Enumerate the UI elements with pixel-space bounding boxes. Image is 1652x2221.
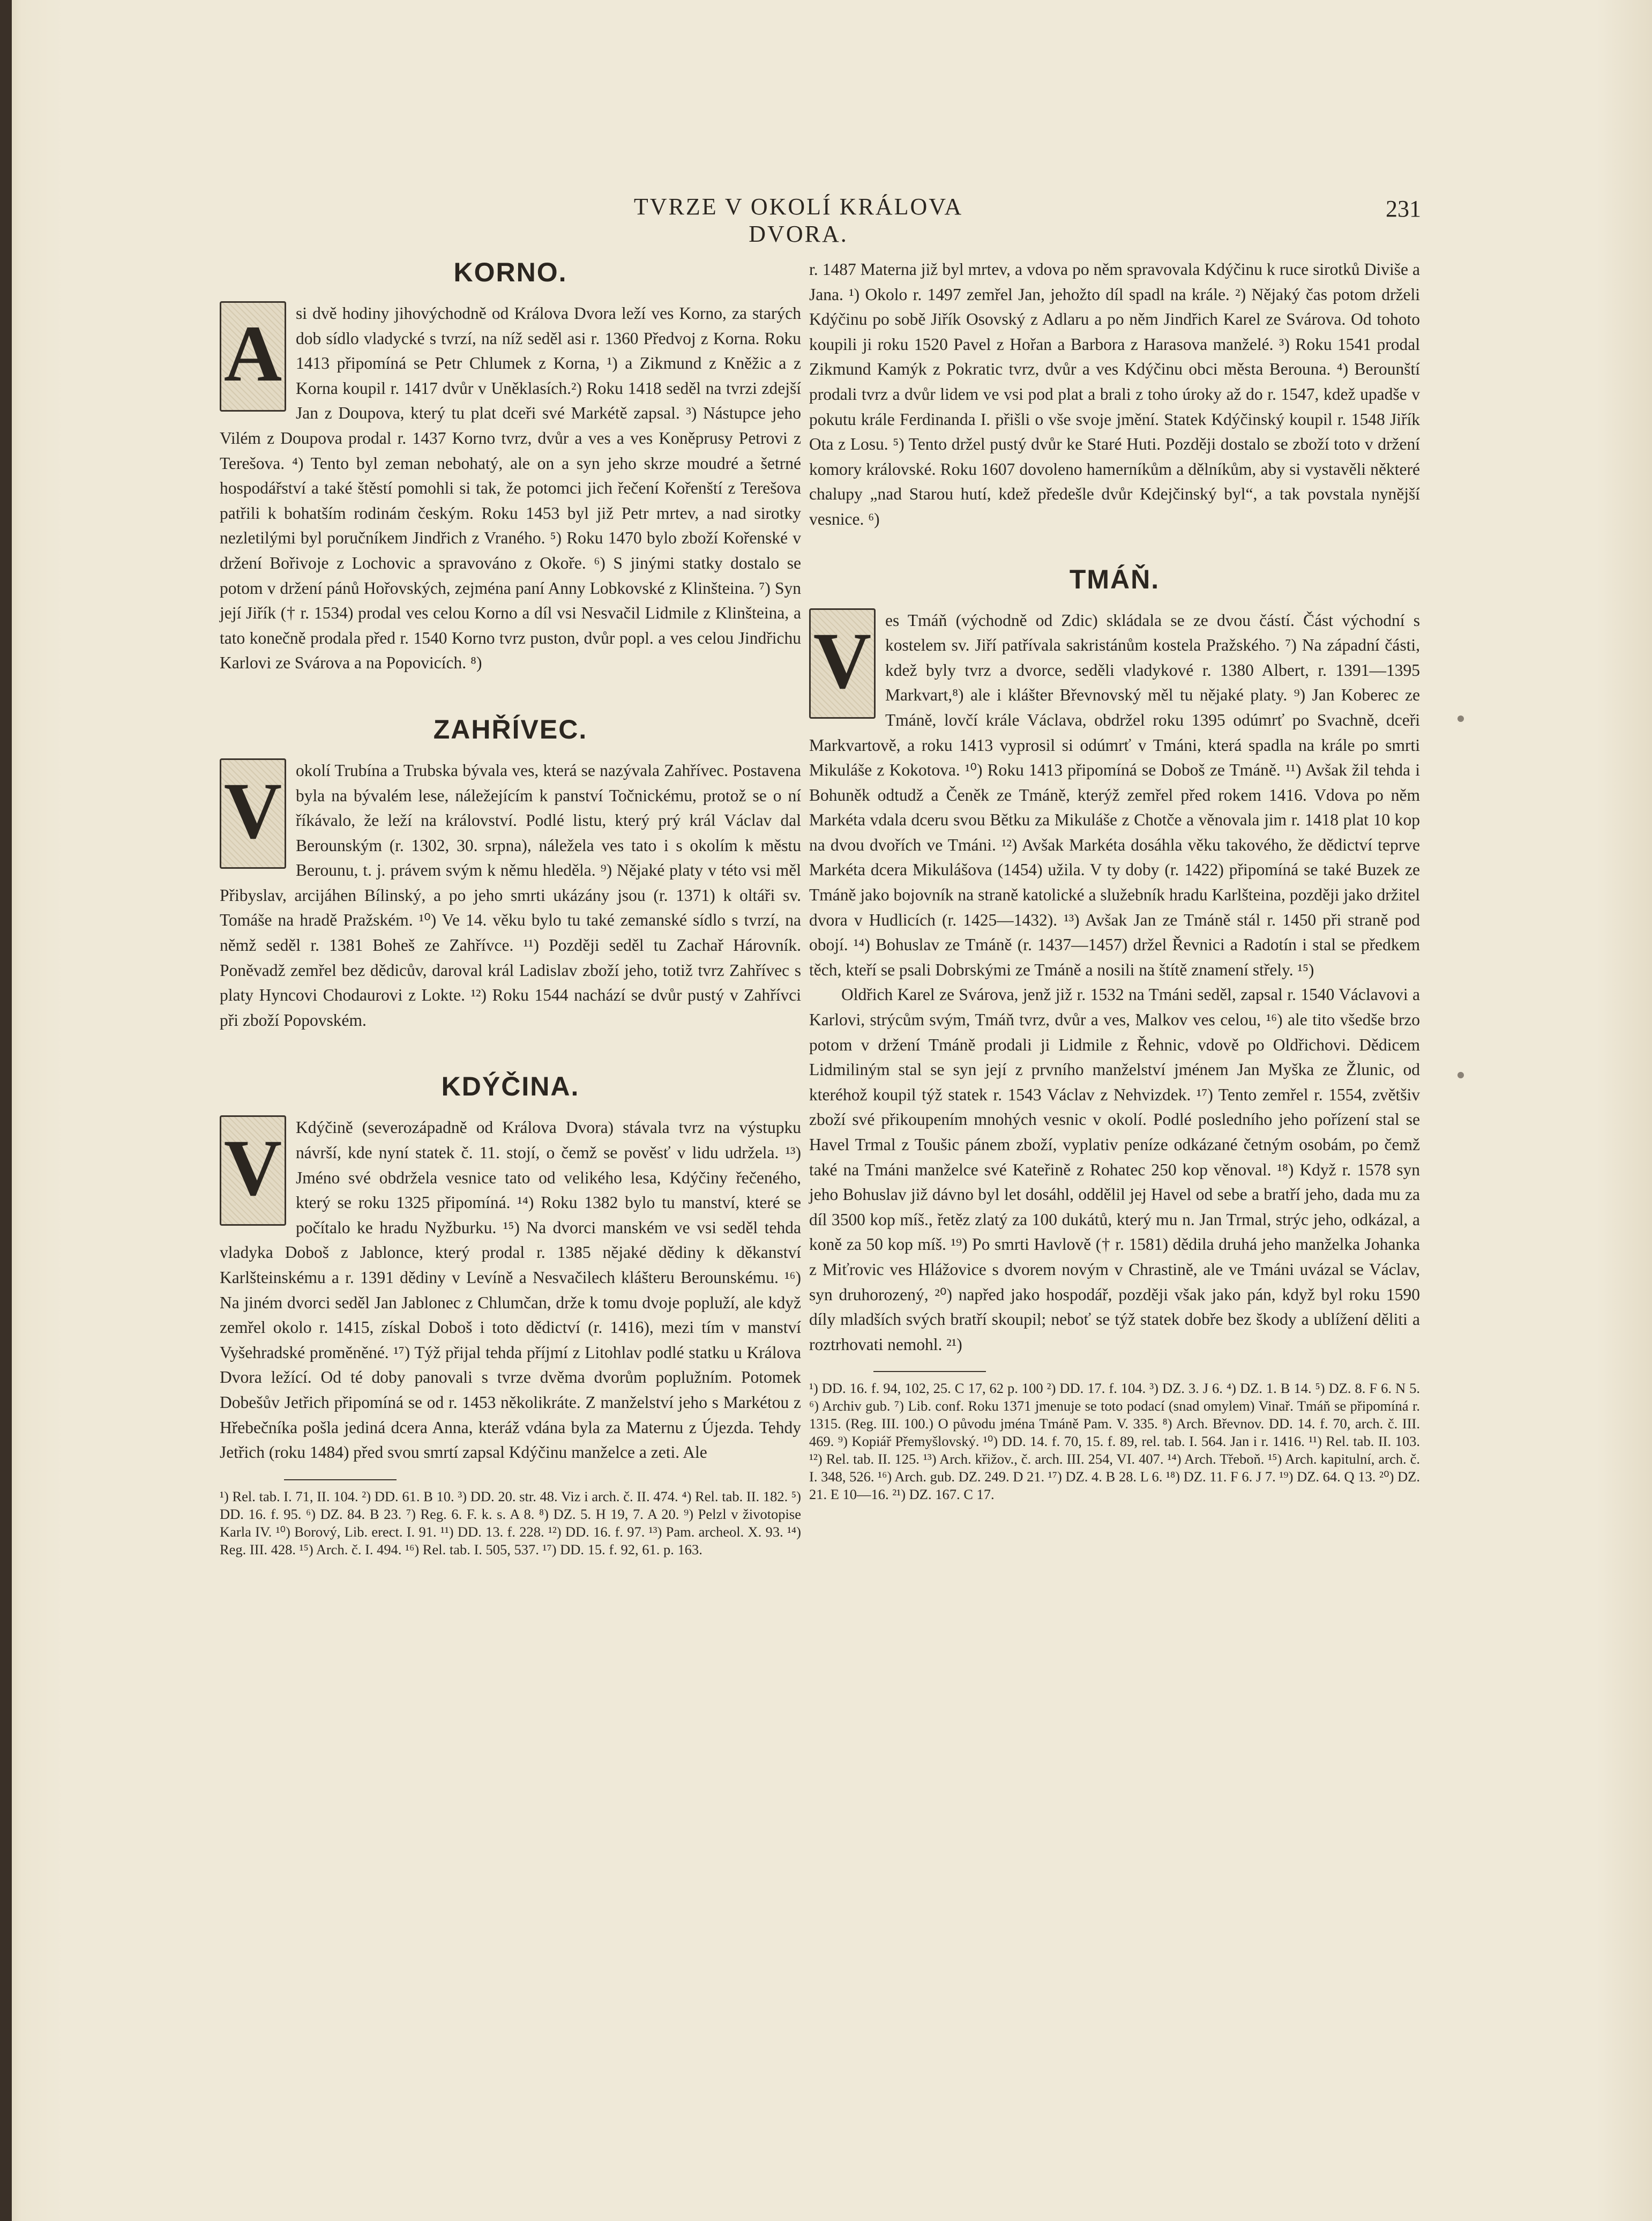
page-number: 231 <box>1386 196 1421 222</box>
korno-text: si dvě hodiny jihovýchodně od Králova Dvora leží ves Korno, za starých dob sídlo vladycké s tvrzí, na níž seděl asi r. 1360 Předvoj z Korna. Roku 1413 připomíná se Petr Chlumek z Korna, ¹) a Zikmund z Kněžic a z Korna koupil r. 1417 dvůr v Uněklasích.²) Roku 1418 seděl na tvrzi zdejší Jan z Doupova, který tu plat dceři své Markétě zapsal. ³) Nástupce jeho Vilém z Doupova prodal r. 1437 Korno tvrz, dvůr a ves a ves Koněprusy Petrovi z Terešova. ⁴) Tento byl zeman nebohatý, ale on a syn jeho skrze moudré a šetrné hospodářství a také štěstí pomohli si tak, že potomci jich řečení Kořenští z Terešova patřili k bohatším rodinám českým. Roku 1453 byl již Petr mrtev, a nad sirotky nezletilými byl poručníkem Jindřich z Vraného. ⁵) Roku 1470 bylo zboží Kořenské v držení Bořivoje z Lochovic a spravováno z Okoře. ⁶) S jinými statky dostalo se potom v držení pánů Hořovských, zejména paní Anny Lobkovské z Klinšteina. ⁷) Syn její Jiřík († r. 1534) prodal ves celou Korno a díl vsi Nesvačil Lidmile z Klinšteina, a tato konečně prodala před r. 1540 Korno tvrz puston, dvůr popl. a ves celou Jindřichu Karlovi ze Svárova a na Popovicích. ⁸) <box>220 304 801 673</box>
section-zahrivec <box>220 714 801 1033</box>
zahrivec-text: okolí Trubína a Trubska bývala ves, která se nazývala Zahřívec. Postavena byla na bývalém lese, náležejícím k panství Točnickému, protož se o ní říkávalo, že leží na království. Podlé listu, který prý král Václav dal Berounským (r. 1302, 30. srpna), náležela ves tato i s okolím k městu Berounu, t. j. právem svým k němu hleděla. ⁹) Nějaké platy v této vsi měl Přibyslav, arcijáhen Bílinský, a po jeho smrti ukázány jsou (r. 1371) k oltáři sv. Tomáše na hradě Pražském. ¹⁰) Ve 14. věku bylo tu také zemanské sídlo s tvrzí, na němž seděl r. 1381 Boheš ze Zahřívce. ¹¹) Později seděl tu Zachař Hárovník. Poněvadž zemřel bez dědicův, daroval král Ladislav zboží jeho, totiž tvrz Zahřívec s platy Hyncovi Chodaurovi z Lokte. ¹²) Roku 1544 nachází se dvůr pustý v Zahřívci při zboží Popovském. <box>220 761 801 1030</box>
page-speck <box>1457 716 1464 722</box>
page-binding-edge <box>0 0 12 2221</box>
dropcap-v: V <box>220 758 286 869</box>
heading-kdycina: KDÝČINA. <box>441 1071 580 1102</box>
heading-tman: TMÁŇ. <box>1069 564 1160 594</box>
section-tman <box>809 564 1420 1358</box>
dropcap-a: A <box>220 301 286 412</box>
heading-zahrivec: ZAHŘÍVEC. <box>433 714 588 744</box>
dropcap-v: V <box>220 1115 286 1226</box>
section-kdycina <box>220 1071 801 1465</box>
tman-text-2: Oldřich Karel ze Svárova, jenž již r. 1532 na Tmáni seděl, zapsal r. 1540 Václavovi a Karlovi, strýcům svým, Tmáň tvrz, dvůr a ves, Malkov ves celou, ¹⁶) ale tito všedše brzo potom v držení Tmáně prodali ji Lidmile z Řehnic, vdově po Oldřichovi. Dědicem Lidmiliným stal se syn její z prvního manželství jménem Jan Myška ze Žlunic, od kteréhož koupil týž statek r. 1543 Václav z Nehvizdek. ¹⁷) Tento zemřel r. 1554, zvětšiv zboží své přikoupením mnohých vesnic v okolí. Podlé posledního jeho pořízení stal se Havel Trmal z Toušic pánem zboží, vyplativ peníze odkázané četným osobám, po čemž také na Tmáni manželce své Kateřině z Rohatec 250 kop věnoval. ¹⁸) Když r. 1578 syn jeho Bohuslav již dávno byl let dosáhl, oddělil jej Havel od sebe a bratří jeho, dada mu za díl 3500 kop míš., řetěz zlatý za 100 dukátů, který mu n. Jan Trmal, strýc jeho, odkázal, a koně za 50 kop míš. ¹⁹) Po smrti Havlově († r. 1581) dědila druhá jeho manželka Johanka z Miťrovic ves Hlážovice s dvorem novým v Chrastině, ale ve Tmáni uvázal se Václav, syn druhorozený, ²⁰) napřed jako hospodář, později však jako pán, když byl roku 1590 díly mladších svých bratří skoupil; neboť se týž statek dobře bez škody a ublížení děliti a roztrhovati nemohl. ²¹) <box>809 985 1420 1354</box>
right-footnotes: ¹) DD. 16. f. 94, 102, 25. C 17, 62 p. 100 ²) DD. 17. f. 104. ³) DZ. 3. J 6. ⁴) DZ. 1. B 14. ⁵) DZ. 8. F 6. N 5. ⁶) Archiv gub. ⁷) Lib. conf. Roku 1371 jmenuje se toto podací (snad omylem) Vinař. Tmáň se připomíná r. 1315. (Reg. III. 100.) O původu jména Tmáně Pam. V. 335. ⁸) Arch. Břevnov. DD. 14. f. 70, arch. č. III. 469. ⁹) Kopiář Přemyšlovský. ¹⁰) DD. 14. f. 70, 15. f. 89, rel. tab. I. 564. Jan i r. 1416. ¹¹) Rel. tab. II. 103. ¹²) Rel. tab. II. 125. ¹³) Arch. křižov., č. arch. III. 254, VI. 407. ¹⁴) Arch. Třeboň. ¹⁵) Arch. kapitulní, arch. č. I. 348, 526. ¹⁶) Arch. gub. DZ. 249. D 21. ¹⁷) DZ. 4. B 28. L 6. ¹⁸) DZ. 11. F 6. J 7. ¹⁹) DZ. 64. Q 13. ²⁰) DZ. 21. E 10—16. ²¹) DZ. 167. C 17. <box>809 1380 1420 1503</box>
footnote-rule <box>873 1371 986 1372</box>
footnote-rule <box>284 1479 397 1480</box>
running-header: TVRZE V OKOLÍ KRÁLOVA DVORA. <box>633 193 963 247</box>
section-korno <box>220 257 801 676</box>
kdycina-continued-text: r. 1487 Materna již byl mrtev, a vdova po něm spravovala Kdýčinu k ruce sirotků Diviše a Jana. ¹) Okolo r. 1497 zemřel Jan, jehožto díl spadl na krále. ²) Nějaký čas potom drželi Kdýčinu po sobě Jiřík Osovský z Adlaru a po něm Jindřich Karel ze Svárova. Od tohoto koupili ji roku 1520 Pavel z Hořan a Barbora z Harasova manželé. ³) Roku 1541 prodal Zikmund Kamýk z Pokratic tvrz, dvůr a ves Kdýčinu obci města Berouna. ⁴) Berounští prodali tvrz a dvůr lidem ve vsi pod plat a brali z toho úroky až do r. 1547, kdež upadše v pokutu krále Ferdinanda I. přišli o vše svoje jmění. Statek Kdýčinský koupil r. 1548 Jiřík Ota z Losu. ⁵) Tento držel pustý dvůr ke Staré Huti. Později dostalo se zboží toto v držení komory královské. Roku 1607 dovoleno hamerníkům a dělníkům, aby si vystavěli některé chalupy „nad Starou hutí, kdež předešle dvůr Kdejčinský byl“, a tak povstala nynější vesnice. ⁶) <box>809 260 1420 528</box>
left-footnotes: ¹) Rel. tab. I. 71, II. 104. ²) DD. 61. B 10. ³) DD. 20. str. 48. Viz i arch. č. II. 474. ⁴) Rel. tab. II. 182. ⁵) DD. 16. f. 95. ⁶) DZ. 84. B 23. ⁷) Reg. 6. F. k. s. A 8. ⁸) DZ. 5. H 19, 7. A 20. ⁹) Pelzl v životopise Karla IV. ¹⁰) Borový, Lib. erect. I. 91. ¹¹) DD. 13. f. 228. ¹²) DD. 16. f. 97. ¹³) Pam. archeol. X. 93. ¹⁴) Reg. III. 428. ¹⁵) Arch. č. I. 494. ¹⁶) Rel. tab. I. 505, 537. ¹⁷) DD. 15. f. 92, 61. p. 163. <box>220 1488 801 1557</box>
left-column <box>220 257 801 1559</box>
heading-korno: KORNO. <box>453 257 567 287</box>
dropcap-v: V <box>809 608 876 719</box>
page-speck <box>1457 1072 1464 1078</box>
right-column <box>809 257 1420 1503</box>
tman-text-1: es Tmáň (východně od Zdic) skládala se ze dvou částí. Část východní s kostelem sv. Jiří patřívala sakristánům kostela Pražského. ⁷) Na západní části, kdež byly tvrz a dvorce, seděli vladykové r. 1380 Albert, r. 1391—1395 Markvart,⁸) ale i klášter Břevnovský měl tu nějaké platy. ⁹) Jan Koberec ze Tmáně, lovčí krále Václava, obdržel roku 1395 odúmrť po Svachně, dceři Markvartově, a roku 1413 vyprosil si odúmrť v Tmáni, která spadla na krále po smrti Mikuláše z Kokotova. ¹⁰) Roku 1413 připomíná se Doboš ze Tmáně. ¹¹) Avšak žil tehda i Bohuněk odtudž a Čeněk ze Tmáně, kterýž zemřel před rokem 1416. Vdova po něm Markéta vdala dceru svou Bětku za Mikuláše z Chotče a věnovala jim r. 1418 plat 10 kop na dvou dvořích ve Tmáni. ¹²) Avšak Markéta dosáhla věku takového, že dědictví teprve Markéta dcera Mikulášova (1454) užila. V ty doby (r. 1422) připomíná se také Buzek ze Tmáně jako bojovník na straně katolické a služebník hradu Karlšteina, později jako držitel dvora v Hudlicích (r. 1425—1432). ¹³) Avšak Jan ze Tmáně stál r. 1450 při straně pod obojí. ¹⁴) Bohuslav ze Tmáně (r. 1437—1457) držel Řevnici a Radotín i stal se předkem těch, kteří se psali Dobrskými ze Tmáně a nosili na štítě znamení střely. ¹⁵) <box>809 610 1420 979</box>
section-kdycina-continued <box>809 257 1420 532</box>
kdycina-text: Kdýčině (severozápadně od Králova Dvora) stávala tvrz na výstupku návrší, kde nyní statek č. 11. stojí, o čemž se pověsť v lidu udržela. ¹³) Jméno své obdržela vesnice tato od velikého lesa, Kdýčiny řečeného, který se roku 1325 připomíná. ¹⁴) Roku 1382 bylo tu manství, které se počítalo ke hradu Nyžburku. ¹⁵) Na dvorci manském ve vsi seděl tehda vladyka Doboš z Jablonce, který prodal r. 1385 nějaké dědiny k děkanství Karlšteinskému a r. 1391 dědiny v Levíně a Nesvačilech klášteru Berounskému. ¹⁶) Na jiném dvorci seděl Jan Jablonec z Chlumčan, drže k tomu dvoje popluží, ale když zemřel okolo r. 1415, získal Doboš i toto dědictví (r. 1416), mezi tím v manství Vyšehradské proměněné. ¹⁷) Týž přijal tehda příjmí z Litohlav podlé statku u Králova Dvora ležící. Od té doby panovali s tvrze dvěma dvorům poplužním. Potomek Dobešův Jetřich připomíná se od r. 1453 několikráte. Z manželství jeho s Markétou z Hřebečníka pošla jediná dcera Anna, kteráž vdána byla za Maternu z Újezda. Tehdy Jetřich (roku 1484) před svou smrtí zapsal Kdýčinu manželce a zeti. Ale <box>220 1118 801 1462</box>
